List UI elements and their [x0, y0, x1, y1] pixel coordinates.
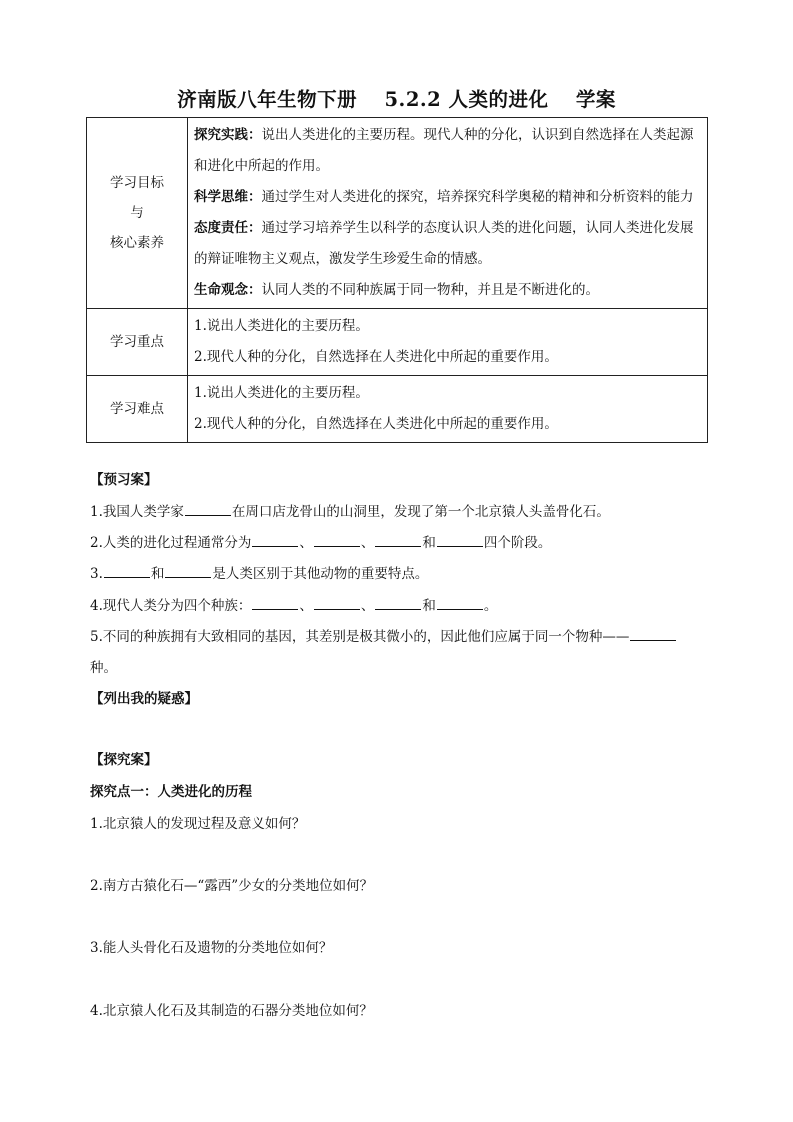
- question-text: 1.我国人类学家: [90, 504, 184, 520]
- separator: 和: [150, 566, 165, 582]
- preview-question-5-continued: 种。: [90, 660, 117, 676]
- answer-blank[interactable]: [165, 563, 211, 578]
- preview-question-5: [90, 626, 677, 647]
- objectives-content-cell: [188, 118, 708, 309]
- question-text: 5.不同的种族拥有大致相同的基因，其差别是极其微小的，因此他们应属于同一个物种——: [90, 629, 630, 645]
- answer-blank[interactable]: [314, 532, 360, 547]
- objectives-label-line: 学习目标: [110, 175, 164, 191]
- objective-item: [194, 213, 701, 275]
- objectives-table: [86, 117, 708, 443]
- explore-question: 1.北京猿人的发现过程及意义如何？: [90, 816, 306, 832]
- objectives-row: [87, 118, 708, 309]
- question-text: 是人类区别于其他动物的重要特点。: [212, 566, 429, 582]
- key-points-label: 学习重点: [87, 309, 188, 376]
- difficulties-label: 学习难点: [87, 376, 188, 443]
- page-title: 济南版八年生物下册 5.2.2 人类的进化 学案: [177, 88, 616, 111]
- objective-key: 科学思维：: [194, 189, 262, 205]
- key-points-content: [188, 309, 708, 376]
- objective-text: 通过学生对人类进化的探究，培养探究科学奥秘的精神和分析资料的能力: [261, 189, 694, 205]
- difficulty-item: 2.现代人种的分化，自然选择在人类进化中所起的重要作用。: [194, 416, 558, 432]
- answer-blank[interactable]: [252, 595, 298, 610]
- key-points-row: [87, 309, 708, 376]
- separator: 和: [422, 598, 436, 614]
- answer-blank[interactable]: [252, 532, 298, 547]
- objective-item: [194, 120, 701, 182]
- separator: 、: [360, 535, 375, 551]
- answer-blank[interactable]: [375, 532, 421, 547]
- difficulties-row: [87, 376, 708, 443]
- explore-question: 3.能人头骨化石及遗物的分类地位如何？: [90, 940, 333, 956]
- key-point-item: 2.现代人种的分化，自然选择在人类进化中所起的重要作用。: [194, 349, 558, 365]
- answer-blank[interactable]: [437, 595, 483, 610]
- preview-question-2: [90, 532, 551, 553]
- answer-blank[interactable]: [185, 501, 231, 516]
- answer-blank[interactable]: [375, 595, 421, 610]
- objective-item: [194, 275, 701, 306]
- preview-heading: 【预习案】: [90, 472, 158, 488]
- separator: 、: [299, 598, 313, 614]
- objective-text: 通过学习培养学生以科学的态度认识人类的进化问题，认同人类进化发展的辩证唯物主义观点，激发学生珍爱生命的情感。: [194, 220, 694, 267]
- objectives-label-line: 与: [130, 205, 144, 221]
- objectives-label-line: 核心素养: [110, 235, 164, 251]
- objective-item: [194, 182, 701, 213]
- answer-blank[interactable]: [630, 626, 676, 641]
- objective-key: 生命观念：: [194, 282, 262, 298]
- explore-question: 4.北京猿人化石及其制造的石器分类地位如何？: [90, 1003, 373, 1019]
- key-point-item: 1.说出人类进化的主要历程。: [194, 318, 369, 334]
- preview-question-4: [90, 595, 497, 616]
- separator: 、: [360, 598, 375, 614]
- question-text: 四个阶段。: [483, 535, 552, 551]
- difficulty-item: 1.说出人类进化的主要历程。: [194, 385, 369, 401]
- objective-key: 探究实践：: [194, 127, 262, 143]
- explore-point-1: 探究点一：人类进化的历程: [90, 784, 252, 800]
- answer-blank[interactable]: [314, 595, 360, 610]
- objective-text: 说出人类进化的主要历程。现代人种的分化，认识到自然选择在人类起源和进化中所起的作用。: [194, 127, 694, 174]
- objective-key: 态度责任：: [194, 220, 262, 236]
- answer-blank[interactable]: [104, 563, 150, 578]
- preview-question-3: [90, 563, 428, 584]
- question-text: 。: [483, 598, 498, 614]
- question-text: 4.现代人类分为四个种族：: [90, 598, 252, 614]
- explore-heading: 【探究案】: [90, 752, 158, 768]
- doubts-heading: 【列出我的疑惑】: [90, 691, 198, 707]
- objectives-label-cell: [87, 118, 188, 309]
- question-text: 2.人类的进化过程通常分为: [90, 535, 252, 551]
- objective-text: 认同人类的不同种族属于同一物种，并且是不断进化的。: [261, 282, 599, 298]
- difficulties-content: [188, 376, 708, 443]
- question-text: 3.: [90, 566, 103, 582]
- answer-blank[interactable]: [437, 532, 483, 547]
- explore-question: 2.南方古猿化石—“露西”少女的分类地位如何？: [90, 878, 374, 894]
- question-text: 在周口店龙骨山的山洞里，发现了第一个北京猿人头盖骨化石。: [231, 504, 610, 520]
- separator: 、: [299, 535, 313, 551]
- preview-question-1: [90, 501, 610, 522]
- separator: 和: [422, 535, 436, 551]
